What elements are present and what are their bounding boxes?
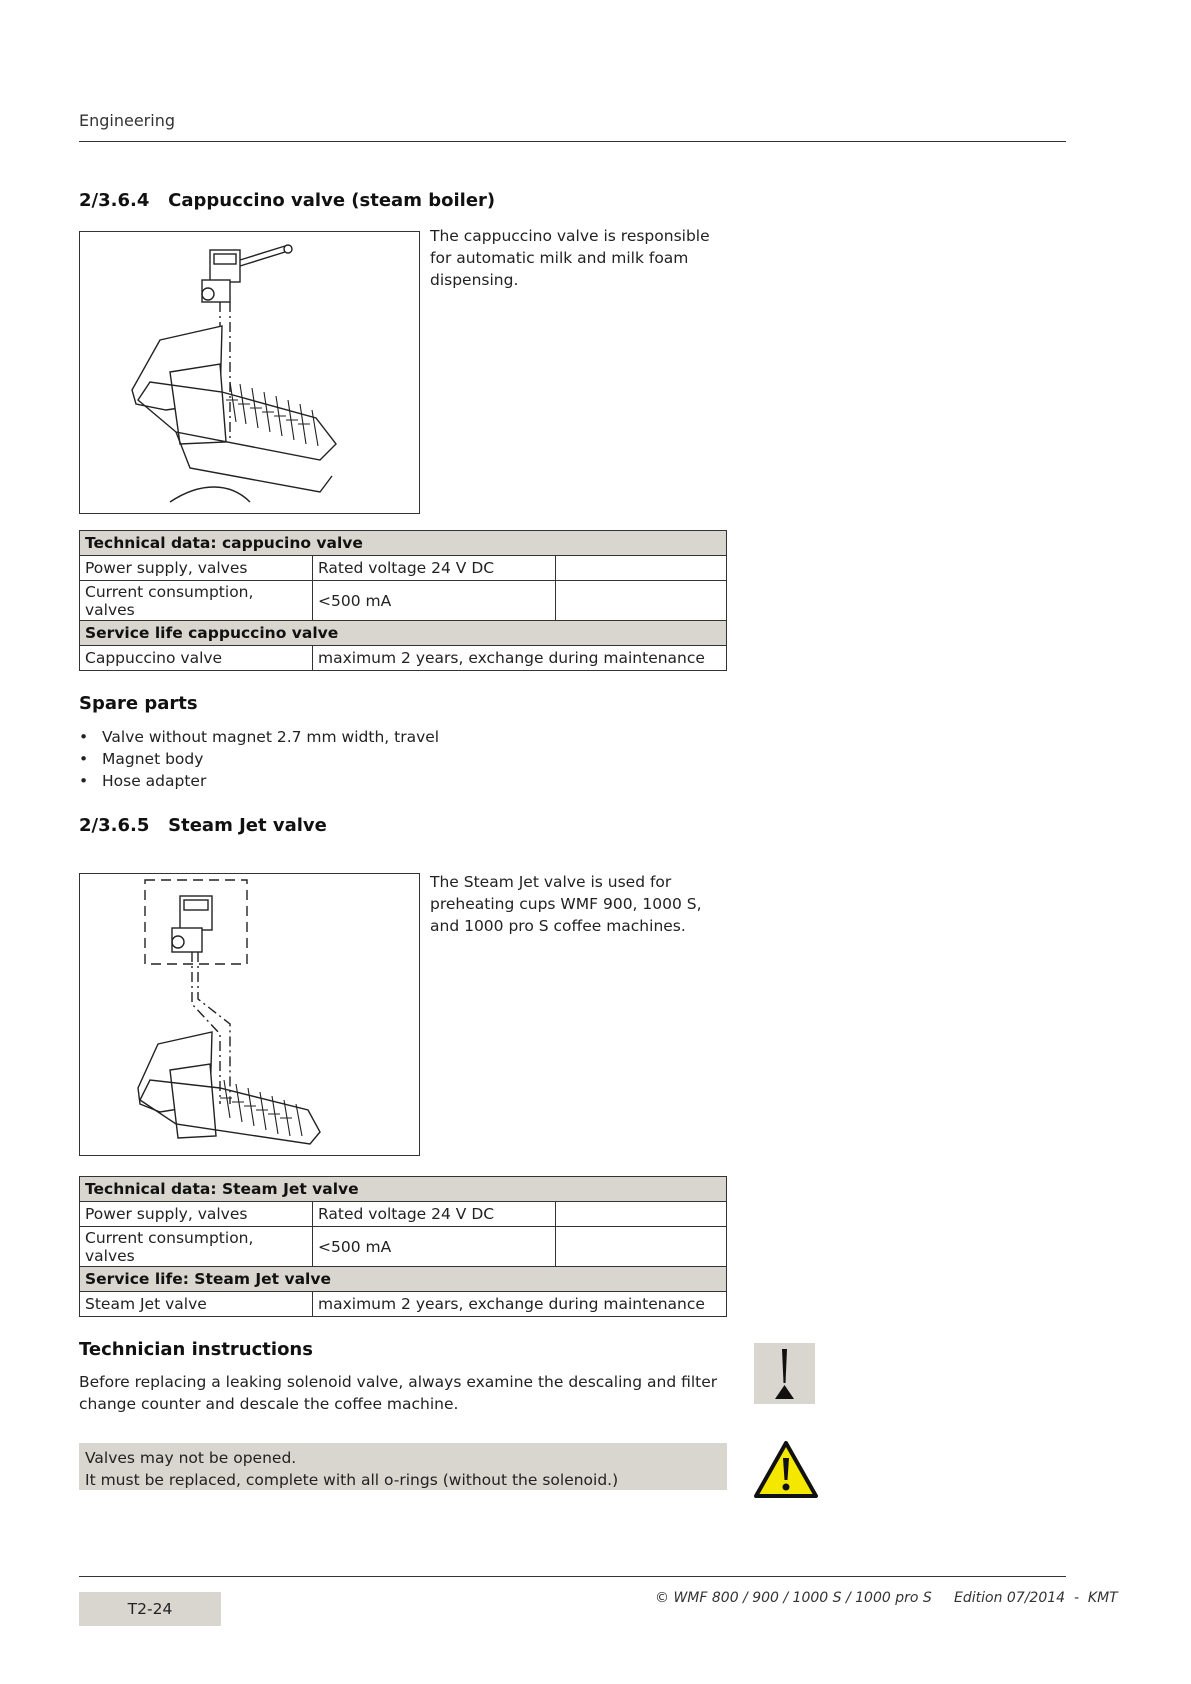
- table-cell: maximum 2 years, exchange during maintenance: [313, 646, 727, 671]
- table-cell: Power supply, valves: [80, 1202, 313, 1227]
- footer-copyright: © WMF 800 / 900 / 1000 S / 1000 pro S Edition 07/2014 - KMT: [655, 1590, 1118, 1606]
- table-cell: [556, 556, 727, 581]
- table-row: [80, 581, 727, 622]
- page-number: T2-24: [79, 1592, 221, 1626]
- table-cell: Current consumption, valves: [80, 581, 313, 622]
- table-title: Technical data: cappucino valve: [80, 531, 727, 556]
- technician-text: Before replacing a leaking solenoid valve, always examine the descaling and filter change counter and descale the coffee machine.: [79, 1373, 718, 1413]
- warning-line-1: Valves may not be opened.: [85, 1449, 297, 1467]
- table-title: Service life: Steam Jet valve: [80, 1267, 727, 1292]
- footer-rule: [79, 1576, 1066, 1577]
- cappuccino-tech-table: [79, 530, 727, 622]
- table-cell: [556, 1227, 727, 1268]
- table-row: [80, 1227, 727, 1268]
- steam-jet-tech-table: [79, 1176, 727, 1268]
- steam-jet-description: The Steam Jet valve is used for preheating cups WMF 900, 1000 S, and 1000 pro S coffee machines.: [430, 873, 702, 935]
- spare-parts-list: [79, 726, 439, 792]
- steam-jet-valve-drawing: [80, 874, 419, 1155]
- table-cell: Steam Jet valve: [80, 1292, 313, 1317]
- cappuccino-valve-figure: [79, 231, 420, 514]
- warning-triangle-icon: [753, 1440, 819, 1500]
- section-title-steam-jet: 2/3.6.5 Steam Jet valve: [79, 815, 327, 836]
- warning-line-2: It must be replaced, complete with all o-rings (without the solenoid.): [85, 1471, 619, 1489]
- table-row: [80, 556, 727, 581]
- header-rule: [79, 141, 1066, 142]
- table-row: [80, 646, 727, 671]
- running-header: Engineering: [79, 111, 175, 130]
- section-title-cappuccino: 2/3.6.4 Cappuccino valve (steam boiler): [79, 190, 496, 211]
- spare-parts-title: Spare parts: [79, 693, 198, 714]
- table-cell: maximum 2 years, exchange during maintenance: [313, 1292, 727, 1317]
- list-item: • Magnet body: [79, 748, 439, 770]
- table-cell: [556, 1202, 727, 1227]
- table-row: [80, 1292, 727, 1317]
- steam-jet-service-table: [79, 1266, 727, 1317]
- table-cell: Current consumption, valves: [80, 1227, 313, 1268]
- table-cell: Power supply, valves: [80, 556, 313, 581]
- table-title: Service life cappuccino valve: [80, 621, 727, 646]
- cappuccino-service-table: [79, 620, 727, 671]
- table-cell: [556, 581, 727, 622]
- table-title: Technical data: Steam Jet valve: [80, 1177, 727, 1202]
- list-item: • Hose adapter: [79, 770, 439, 792]
- table-cell: <500 mA: [313, 1227, 556, 1268]
- table-cell: <500 mA: [313, 581, 556, 622]
- table-cell: Cappuccino valve: [80, 646, 313, 671]
- cappuccino-description: The cappuccino valve is responsible for automatic milk and milk foam dispensing.: [430, 227, 710, 289]
- exclamation-icon: [754, 1343, 815, 1404]
- table-row: [80, 1202, 727, 1227]
- cappuccino-valve-drawing: [80, 232, 419, 513]
- table-cell: Rated voltage 24 V DC: [313, 1202, 556, 1227]
- steam-jet-valve-figure: [79, 873, 420, 1156]
- warning-note: [79, 1443, 727, 1490]
- list-item: • Valve without magnet 2.7 mm width, travel: [79, 726, 439, 748]
- table-cell: Rated voltage 24 V DC: [313, 556, 556, 581]
- technician-title: Technician instructions: [79, 1339, 313, 1360]
